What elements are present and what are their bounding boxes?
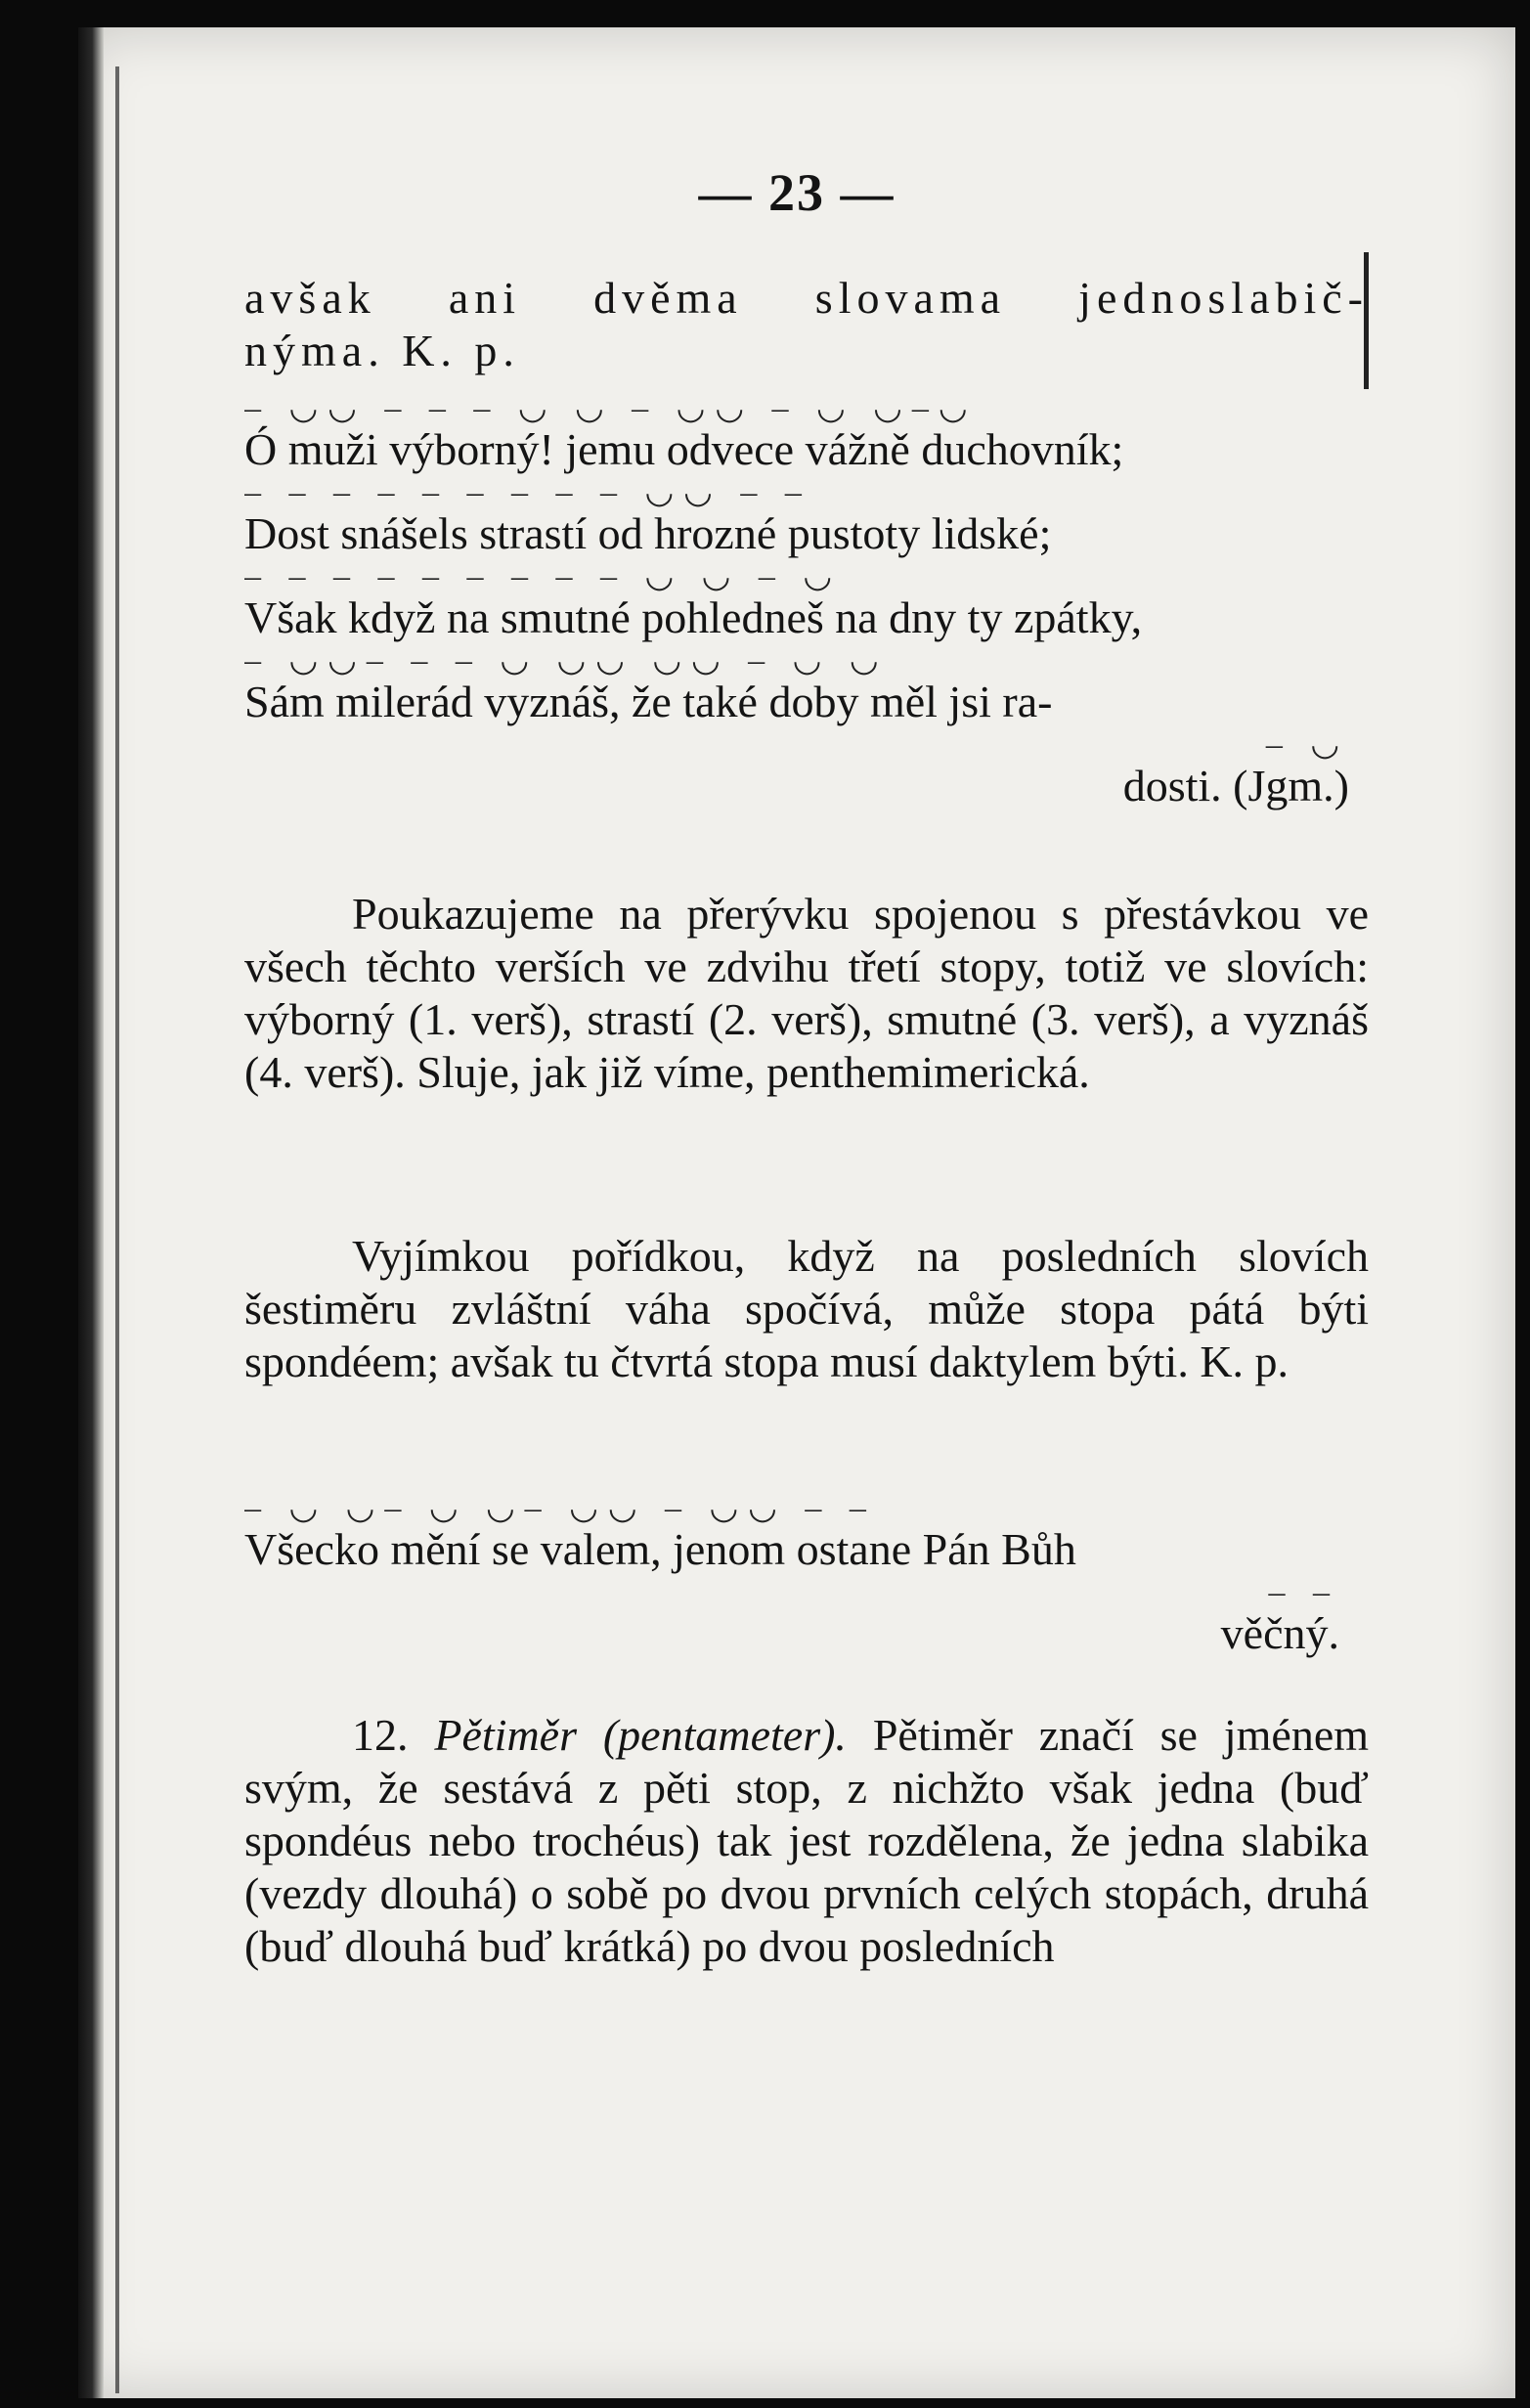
section-number: 12.: [352, 1710, 409, 1760]
book-page: [78, 27, 1515, 2398]
verse-line-continuation: [244, 730, 1369, 814]
verse-example-1: [244, 394, 1369, 814]
meter-marks: – ◡◡ – – – ◡ ◡ – ◡◡ – ◡ ◡–◡: [244, 394, 978, 423]
intro-line-2: nýma. K. p.: [244, 326, 520, 375]
verse-line: [244, 562, 1369, 646]
verse-example-2: [244, 1494, 1369, 1662]
verse-line: [244, 646, 1369, 730]
meter-marks: – –: [1268, 1578, 1339, 1607]
section-pentameter: [244, 1709, 1369, 1973]
verse-line-continuation: [244, 1578, 1369, 1662]
verse-line: [244, 394, 1369, 478]
meter-marks: – ◡: [1265, 730, 1349, 760]
paragraph-caesura: [244, 888, 1369, 1099]
paragraph-text: Vyjímkou pořídkou, když na posledních slovích šestiměru zvláštní váha spočívá, může stopa pátá býti spondéem; avšak tu čtvrtá stopa musí daktylem býti. K. p.: [244, 1231, 1369, 1386]
verse-text: věčný.: [1220, 1608, 1339, 1658]
paragraph-spondee: [244, 1230, 1369, 1388]
meter-marks: – – – – – – – – – ◡ ◡ – ◡: [244, 562, 843, 591]
page-number: — 23 —: [698, 163, 896, 222]
verse-text: Však když na smutné pohledneš na dny ty zpátky,: [244, 592, 1143, 642]
meter-marks: – ◡◡– – – ◡ ◡◡ ◡◡ – ◡ ◡: [244, 646, 889, 676]
verse-text: Všecko mění se valem, jenom ostane Pán Bůh: [244, 1524, 1076, 1574]
verse-line: [244, 478, 1369, 562]
gutter-line: [115, 66, 119, 2393]
verse-text: Sám milerád vyznáš, že také doby měl jsi ra-: [244, 677, 1053, 726]
paragraph-text: Poukazujeme na přerývku spojenou s přestávkou ve všech těchto verších ve zdvihu třetí stopy, totiž ve slovích: výborný (1. verš), strastí (2. verš), smutné (3. verš), a vyznáš (4. verš). Sluje, jak již víme, penthemimerická.: [244, 889, 1369, 1097]
intro-line-1: avšak ani dvěma slovama jednoslabič-: [244, 273, 1369, 323]
section-paragraph: [244, 1709, 1369, 1973]
section-title: Pětiměr (pentameter).: [434, 1710, 847, 1760]
meter-marks: – ◡ ◡– ◡ ◡– ◡◡ – ◡◡ – –: [244, 1494, 876, 1523]
verse-text: Dost snášels strastí od hrozné pustoty lidské;: [244, 508, 1052, 558]
meter-marks: – – – – – – – – – ◡◡ – –: [244, 478, 811, 507]
verse-line: [244, 1494, 1369, 1578]
section-body: Pětiměr značí se jménem svým, že sestává z pěti stop, z nichžto však jedna (buď spondéus nebo trochéus) tak jest rozdělena, že jedna slabika (vezdy dlouhá) o sobě po dvou prvních celých stopách, druhá (buď dlouhá buď krátká) po dvou posledních: [244, 1710, 1370, 1971]
verse-text: Ó muži výborný! jemu odvece vážně duchovník;: [244, 424, 1124, 474]
page-binding-shadow: [78, 27, 104, 2398]
verse-text: dosti. (Jgm.): [1122, 761, 1349, 810]
intro-text: [244, 272, 1369, 377]
